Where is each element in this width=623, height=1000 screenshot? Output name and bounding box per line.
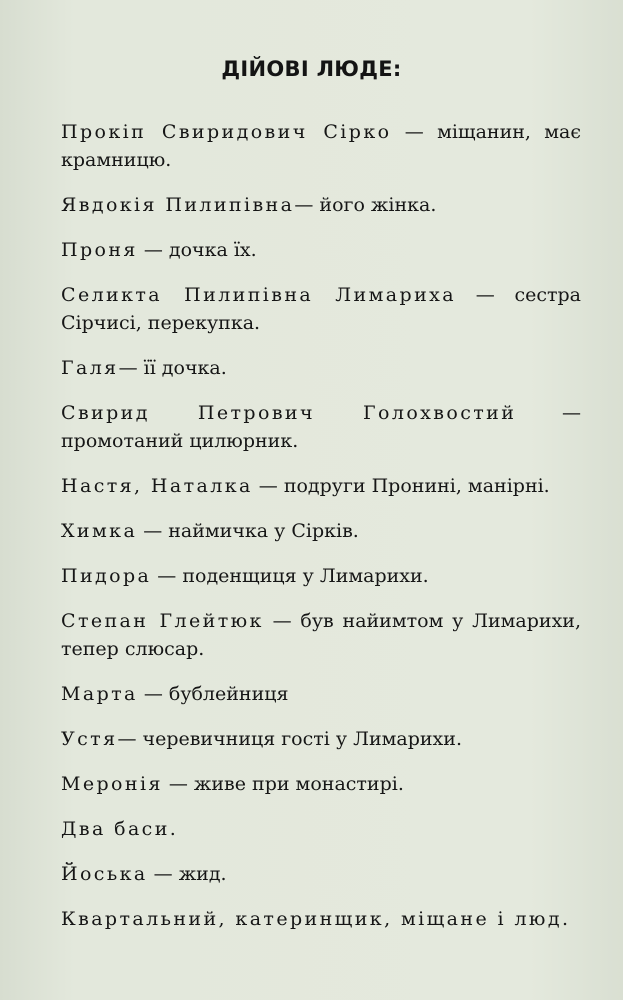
character-description: — сестра Сірчисі, перекупка.	[61, 284, 581, 334]
character-name: Прокіп Свиридович Сірко	[61, 121, 392, 143]
character-description: — промотаний цилюрник.	[61, 402, 581, 452]
character-description: — бублейниця	[137, 683, 289, 705]
character-name: Йоська	[61, 863, 148, 885]
list-item	[61, 472, 581, 500]
character-name: Два баси.	[61, 818, 179, 840]
list-item	[61, 399, 581, 455]
character-description: — наймичка у Сірків.	[137, 520, 359, 542]
list-item	[61, 905, 581, 933]
list-item	[61, 517, 581, 545]
character-name: Селикта Пилипівна Лимариха	[61, 284, 456, 306]
list-item	[61, 607, 581, 663]
list-item	[61, 562, 581, 590]
list-item	[61, 860, 581, 888]
character-name: Степан Глейтюк	[61, 610, 264, 632]
list-item	[61, 118, 581, 174]
character-description: — черевичниця гості у Лимарихи.	[117, 728, 462, 750]
character-description: — поденщиця у Лимарихи.	[151, 565, 429, 587]
character-description: — подруги Пронині, манірні.	[252, 475, 550, 497]
list-item	[61, 770, 581, 798]
list-item	[61, 725, 581, 753]
character-description: — живе при монастирі.	[162, 773, 404, 795]
list-item	[61, 236, 581, 264]
character-description: — жид.	[147, 863, 227, 885]
page-heading: ДІЙОВІ ЛЮДЕ:	[221, 57, 402, 81]
character-name: Пидора	[61, 565, 152, 587]
list-item	[61, 680, 581, 708]
character-name: Проня	[61, 239, 138, 261]
list-item	[61, 354, 581, 382]
character-name: Устя	[61, 728, 118, 750]
character-name: Химка	[61, 520, 138, 542]
list-item	[61, 815, 581, 843]
list-item	[61, 191, 581, 219]
character-description: — його жінка.	[294, 194, 437, 216]
character-name: Галя	[61, 357, 119, 379]
character-name: Меронія	[61, 773, 163, 795]
character-name: Свирид Петрович Голохвостий	[61, 402, 517, 424]
character-name: Квартальний, катеринщик, міщане і люд.	[61, 908, 571, 930]
character-description: — був найимтом у Лимарихи, тепер слюсар.	[61, 610, 581, 660]
character-name: Марта	[61, 683, 138, 705]
character-name: Настя, Наталка	[61, 475, 253, 497]
character-description: — її дочка.	[118, 357, 227, 379]
list-item	[61, 281, 581, 337]
character-list	[61, 118, 581, 950]
character-name: Явдокія Пилипівна	[61, 194, 295, 216]
character-description: — міщанин, має крамницю.	[61, 121, 581, 171]
character-description: — дочка їх.	[137, 239, 257, 261]
